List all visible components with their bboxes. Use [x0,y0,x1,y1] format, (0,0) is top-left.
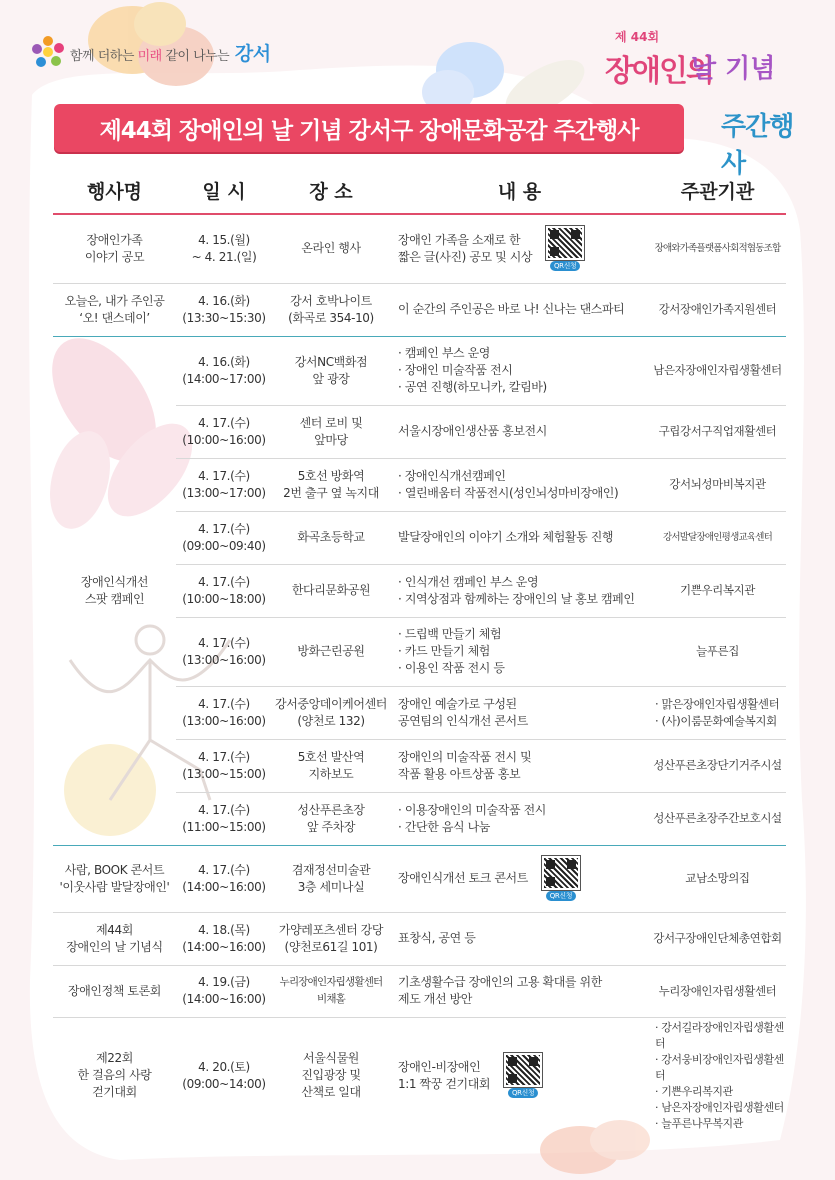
event-place: 강서NC백화점 앞 광장 [272,336,390,405]
qr-label: QR신청 [546,891,576,901]
event-content: · 이용장애인의 미술작품 전시 · 간단한 음식 나눔 [390,792,649,845]
event-date: 4. 17.(수) (11:00~15:00) [176,792,272,845]
event-organizer: 강서구장애인단체총연합회 [649,912,786,965]
event-content: 서울시장애인생산품 홍보전시 [390,405,649,458]
event-place: 가양레포츠센터 강당 (양천로61길 101) [272,912,390,965]
event-place: 겸재정선미술관 3층 세미나실 [272,845,390,912]
event-organizer: 기쁜우리복지관 [649,564,786,617]
event-content: · 장애인식개선캠페인 · 열린배움터 작품전시(성인뇌성마비장애인) [390,458,649,511]
event-date: 4. 17.(수) (10:00~16:00) [176,405,272,458]
event-content: 장애인식개선 토크 콘서트 QR신청 [390,845,649,912]
qr-code-icon [542,856,580,890]
event-content: 표창식, 공연 등 [390,912,649,965]
event-content: · 캠페인 부스 운영 · 장애인 미술작품 전시 · 공연 진행(하모니카, 칼림바) [390,336,649,405]
event-name: 장애인가족 이야기 공모 [53,214,176,283]
event-place: 강서 호박나이트 (화곡로 354-10) [272,283,390,336]
qr-code-icon [504,1053,542,1087]
event-content: 장애인 예술가로 구성된 공연팀의 인식개선 콘서트 [390,686,649,739]
event-content: · 인식개선 캠페인 부스 운영 · 지역상점과 함께하는 장애인의 날 홍보 캠페인 [390,564,649,617]
event-place: 강서중앙데이케어센터 (양천로 132) [272,686,390,739]
event-organizer: 남은자장애인자립생활센터 [649,336,786,405]
column-header: 장 소 [272,168,390,214]
event-place: 화곡초등학교 [272,511,390,564]
event-date: 4. 18.(목) (14:00~16:00) [176,912,272,965]
brand-edition: 제 44회 [615,30,660,44]
brand-line-3: 주간행사 [721,112,794,179]
event-content: 이 순간의 주인공은 바로 나! 신나는 댄스파티 [390,283,649,336]
column-header: 행사명 [53,168,176,214]
event-name: 제44회 장애인의 날 기념식 [53,912,176,965]
event-place: 누리장애인자립생활센터 비채홀 [272,965,390,1017]
qr-code-icon [546,226,584,260]
column-header: 내 용 [390,168,649,214]
event-organizer: 강서뇌성마비복지관 [649,458,786,511]
event-date: 4. 17.(수) (09:00~09:40) [176,511,272,564]
column-header: 일 시 [176,168,272,214]
event-date: 4. 17.(수) (13:00~16:00) [176,617,272,686]
event-name: 장애인식개선 스팟 캠페인 [53,336,176,845]
event-date: 4. 15.(월) ~ 4. 21.(일) [176,214,272,283]
table-header [53,168,786,214]
event-organizer: 누리장애인자립생활센터 [649,965,786,1017]
table-row [53,283,786,336]
event-date: 4. 17.(수) (14:00~16:00) [176,845,272,912]
event-content: 기초생활수급 장애인의 고용 확대를 위한 제도 개선 방안 [390,965,649,1017]
event-place: 온라인 행사 [272,214,390,283]
qr-code-button[interactable] [542,856,580,901]
event-date: 4. 19.(금) (14:00~16:00) [176,965,272,1017]
event-place: 한다리문화공원 [272,564,390,617]
table-row [53,965,786,1017]
event-schedule-table [53,168,786,1134]
event-organizer: 성산푸른초장주간보호시설 [649,792,786,845]
logo-slogan: 함께 더하는 미래 같이 나누는 강서 [70,42,271,65]
event-content: 발달장애인의 이야기 소개와 체험활동 진행 [390,511,649,564]
page-title-banner: 제44회 장애인의 날 기념 강서구 장애문화공감 주간행사 [54,104,684,152]
table-row [53,845,786,912]
event-date: 4. 17.(수) (13:00~15:00) [176,739,272,792]
event-name: 오늘은, 내가 주인공 ‘오! 댄스데이’ [53,283,176,336]
event-date: 4. 17.(수) (13:00~17:00) [176,458,272,511]
qr-code-button[interactable] [504,1053,542,1098]
column-header: 주관기관 [649,168,786,214]
event-organizer: 성산푸른초장단기거주시설 [649,739,786,792]
qr-label: QR신청 [508,1088,538,1098]
flower-logo-icon [30,34,66,70]
event-date: 4. 17.(수) (13:00~16:00) [176,686,272,739]
event-place: 5호선 방화역 2번 출구 옆 녹지대 [272,458,390,511]
event-organizer: 강서발달장애인평생교육센터 [649,511,786,564]
event-organizer: 강서장애인가족지원센터 [649,283,786,336]
event-content: 장애인-비장애인 1:1 짝꿍 걷기대회 QR신청 [390,1017,649,1134]
brand-line-1: 장애인의 [605,54,713,89]
event-place: 서울식물원 진입광장 및 산책로 일대 [272,1017,390,1134]
event-organizer: · 맑은장애인자립생활센터 · (사)이룸문화예술복지회 [649,686,786,739]
event-content: · 드립백 만들기 체험 · 카드 만들기 체험 · 이용인 작품 전시 등 [390,617,649,686]
event-place: 센터 로비 및 앞마당 [272,405,390,458]
event-date: 4. 16.(화) (13:30~15:30) [176,283,272,336]
table-row [53,912,786,965]
event-place: 성산푸른초장 앞 주차장 [272,792,390,845]
event-name: 사람, BOOK 콘서트 '이웃사람 발달장애인' [53,845,176,912]
brand-line-2: 날 기념 [691,54,776,84]
qr-code-button[interactable] [546,226,584,271]
event-content: 장애인 가족을 소재로 한 짧은 글(사진) 공모 및 시상 QR신청 [390,214,649,283]
event-content: 장애인의 미술작품 전시 및 작품 활용 아트상품 홍보 [390,739,649,792]
event-date: 4. 17.(수) (10:00~18:00) [176,564,272,617]
event-place: 방화근린공원 [272,617,390,686]
event-place: 5호선 발산역 지하보도 [272,739,390,792]
event-name: 제22회 한 걸음의 사랑 걷기대회 [53,1017,176,1134]
event-organizer: · 강서길라장애인자립생활센터 · 강서웅비장애인자립생활센터 · 기쁜우리복지관 · 남은자장애인자립생활센터 · 늘푸른나무복지관 [649,1017,786,1134]
event-name: 장애인정책 토론회 [53,965,176,1017]
table-row [53,1017,786,1134]
event-organizer: 장애와가족플랫폼사회적협동조합 [649,214,786,283]
logo [30,34,271,70]
event-organizer: 구립강서구직업재활센터 [649,405,786,458]
event-organizer: 늘푸른집 [649,617,786,686]
event-date: 4. 16.(화) (14:00~17:00) [176,336,272,405]
table-row [53,336,786,405]
event-date: 4. 20.(토) (09:00~14:00) [176,1017,272,1134]
table-row [53,214,786,283]
event-organizer: 교남소망의집 [649,845,786,912]
qr-label: QR신청 [550,261,580,271]
